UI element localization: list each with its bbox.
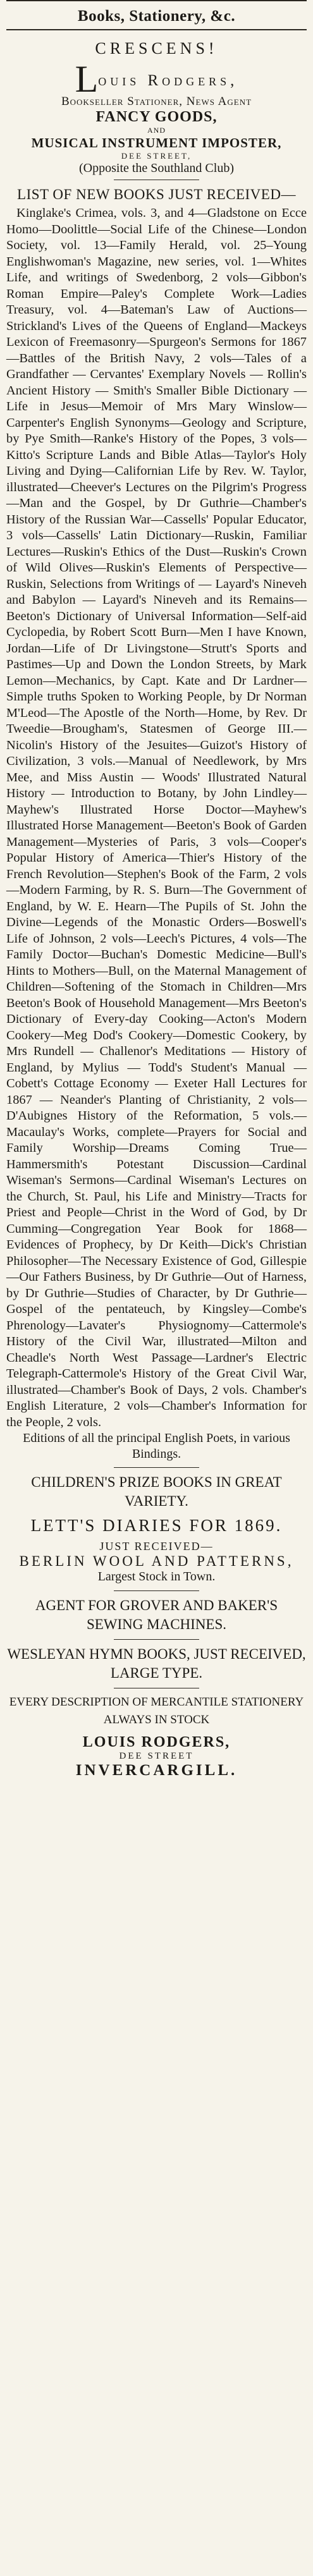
advertisement [6,0,307,1795]
footer-city: INVERCARGILL. [75,1762,238,1779]
trades: Bookseller Stationer, News Agent [61,95,252,108]
name-rest: ouis Rodgers, [98,72,238,89]
footer-name: LOUIS RODGERS, [82,1734,231,1750]
goods: FANCY GOODS, [95,109,218,125]
sewing-machine-agent: AGENT FOR GROVER AND BAKER'S SEWING MACHINES. [35,1597,278,1632]
advertiser-name [6,58,307,100]
book-list: Kinglake's Crimea, vols. 3, and 4—Gladstone on Ecce Homo—Doolittle—Social Life of the Chinese—London Society, vol. 13—Family Herald, vol. 25–Young Englishwoman's Magazine, new series, vol. 1—Whites Life, and writings of Swedenborg, 2 vols—Gibbon's Roman Empire—Paley's Complete Work—Ladies Treasury, vol. 4—Bateman's Law of Auctions—Strickland's Lives of the Queens of England—Mackeys Lexicon of Freemasonry—Spurgeon's Sermons for 1867—Battles of the British Navy, 2 vols—Tales of a Grandfather — Cervantes' Exemplary Novels — Rollin's Ancient History — Smith's Smaller Bible Dictionary — Life in Jesus—Memoir of Mrs Mary Winslow—Carpenter's English Synonyms—Geology and Scripture, by Pye Smith—Ranke's History of the Popes, 3 vols—Kitto's Scripture Lands and Bible Atlas—Taylor's Holy Living and Dying—Californian Life by Rev. W. Taylor, illustrated—Cheever's Lectures on the Pilgrim's Progress—Man and the Gospel, by Dr Guthrie—Chamber's History of the Russian War—Cassells' Popular Educator, 3 vols—Cassells' Latin Dictionary—Ruskin, Familiar Lectures—Ruskin's Ethics of the Dust—Ruskin's Crown of Wild Olives—Ruskin's Elements of Perspective—Ruskin, Selections from Writings of — Layard's Nineveh and Babylon — Layard's Nineveh and its Remains—Beeton's Dictionary of Universal Information—Self-aid Cyclopedia, by Robert Scott Burn—Men I have Known, Jordan—Life of Dr Livingstone—Strutt's Sports and Pastimes—Up and Down the London Streets, by Mark Lemon—Mechanics, by Capt. Kate and Dr Lardner—Simple truths Spoken to Working People, by Dr Norman M'Leod—The Apostle of the North—Home, by Rev. Dr Tweedie—Brougham's, Statesmen of George III.—Nicolin's History of the Jesuites—Guizot's History of Civilization, 3 vols.—Manual of Needlework, by Mrs Mee, and Miss Austin — Woods' Illustrated Natural History — Introduction to Botany, by John Lindley—Mayhew's Illustrated Horse Doctor—Mayhew's Illustrated Horse Management—Beeton's Book of Garden Management—Mysteries of Paris, 3 vols—Cooper's Popular History of America—Thier's History of the French Revolution—Stephen's Book of the Farm, 2 vols—Modern Farming, by R. S. Burn—The Government of England, by W. E. Hearn—The Pupils of St. John the Divine—Legends of the Monastic Orders—Boswell's Life of Johnson, 2 vols—Leech's Pictures, 4 vols—The Family Doctor—Buchan's Domestic Medicine—Bull's Hints to Mothers—Bull, on the Maternal Management of Children—Softening of the Stomach in Children—Mrs Beeton's Book of Household Management—Mrs Beeton's Dictionary of Every-day Cooking—Acton's Modern Cookery—Meg Dod's Cookery—Domestic Cookery, by Mrs Rundell — Challenor's Meditations — History of England, by Mylius — Todd's Student's Manual — Cobett's Cottage Economy — Exeter Hall Lectures for 1867 — Neander's Planting of Christianity, 2 vols—D'Aubignes History of the Reformation, 5 vols.—Macaulay's Works, complete—Prayers for Social and Family Worship—Dreams Coming True—Hammersmith's Potestant Discussion—Cardinal Wiseman's Sermons—Cardinal Wiseman's Lectures on the Church, St. Paul, his Life and Ministry—Tracts for Priest and People—Christ in the Word of God, by Dr Cumming—Congregation Year Book for 1868—Evidences of Prophecy, by Dr Keith—Dick's Christian Philosopher—The Necessary Existence of God, Gillespie—Our Fathers Business, by Dr Guthrie—Out of Harness, by Dr Guthrie—Studies of Character, by Dr Guthrie—Gospel of the pentateuch, by Kingsley—Combe's Phrenology—Lavater's Physiognomy—Cattermole's History of the Civil War, illustrated—Milton and Cheadle's North West Passage—Lardner's Electric Telegraph-Cattermole's History of the Great Civil War, illustrated—Chamber's Book of Days, 2 vols. Chamber's English Literature, 2 vols—Chamber's Information for the People, 2 vols. [6,206,307,1429]
just-received: JUST RECEIVED— [99,1540,214,1553]
footer-street: DEE STREET [119,1751,194,1761]
stationery-notice: EVERY DESCRIPTION OF MERCANTILE STATIONERY ALWAYS IN STOCK [9,1695,304,1726]
importer: MUSICAL INSTRUMENT IMPOSTER, [31,135,282,150]
name-initial: L [75,58,99,100]
book-list-heading: LIST OF NEW BOOKS JUST RECEIVED— [17,186,296,202]
prize-books-notice: CHILDREN'S PRIZE BOOKS IN GREAT VARIETY. [31,1474,282,1509]
motto: CRESCENS! [95,39,218,58]
and-connector: AND [147,126,166,135]
hymn-books-notice: WESLEYAN HYMN BOOKS, JUST RECEIVED, LARGE TYPE. [7,1646,306,1681]
book-list-tail: Editions of all the principal English Poets, in various Bindings. [23,1431,290,1461]
street: DEE STREET, [121,151,192,161]
diaries-notice: LETT'S DIARIES FOR 1869. [30,1516,283,1535]
largest-stock: Largest Stock in Town. [97,1570,216,1584]
section-title: Books, Stationery, &c. [77,8,236,25]
berlin-wool: BERLIN WOOL AND PATTERNS, [19,1553,294,1569]
location-note: (Opposite the Southland Club) [79,161,234,175]
